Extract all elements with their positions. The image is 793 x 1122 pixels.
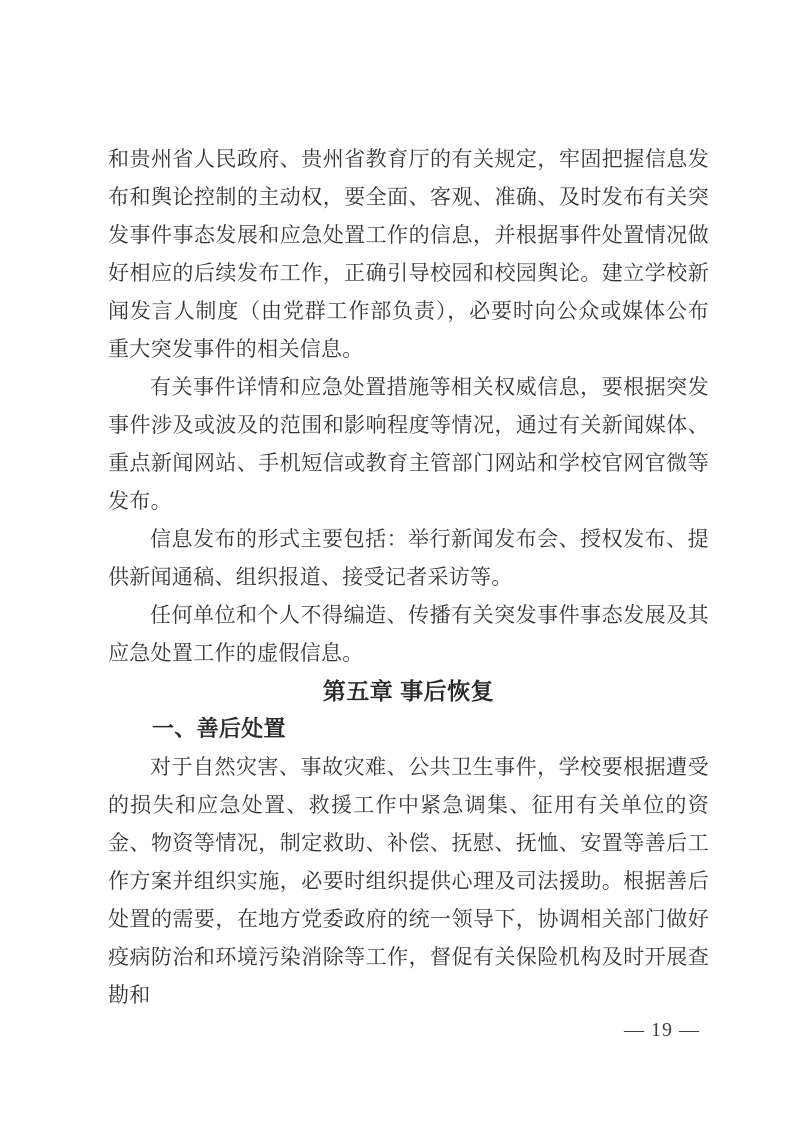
page-footer (612, 1018, 712, 1042)
chapter-heading: 第五章 事后恢复 (322, 678, 495, 704)
paragraph-authoritative-info: 有关事件详情和应急处置措施等相关权威信息，要根据突发事件涉及或波及的范围和影响程度等情况，通过有关新闻媒体、重点新闻网站、手机短信或教育主管部门网站和学校官网官微等发布。 (108, 375, 709, 513)
paragraph-aftermath-disposal: 对于自然灾害、事故灾难、公共卫生事件，学校要根据遭受的损失和应急处置、救援工作中紧急调集、征用有关单位的资金、物资等情况，制定救助、补偿、抚慰、抚恤、安置等善后工作方案并组织实施，必要时组织提供心理及司法援助。根据善后处置的需要，在地方党委政府的统一领导下，协调相关部门做好疫病防治和环境污染消除等工作，督促有关保险机构及时开展查勘和 (108, 755, 709, 1007)
page-number: — 19 — (624, 1019, 700, 1041)
paragraph-release-forms: 信息发布的形式主要包括：举行新闻发布会、授权发布、提供新闻通稿、组织报道、接受记者采访等。 (108, 527, 709, 589)
paragraph-no-fabrication: 任何单位和个人不得编造、传播有关突发事件事态发展及其应急处置工作的虚假信息。 (108, 603, 709, 665)
document-body (108, 140, 709, 1014)
section-heading: 一、善后处置 (152, 716, 286, 741)
paragraph-info-release-continued: 和贵州省人民政府、贵州省教育厅的有关规定，牢固把握信息发布和舆论控制的主动权，要全面、客观、准确、及时发布有关突发事件事态发展和应急处置工作的信息，并根据事件处置情况做好相应的后续发布工作，正确引导校园和校园舆论。建立学校新闻发言人制度（由党群工作部负责），必要时向公众或媒体公布重大突发事件的相关信息。 (108, 147, 709, 361)
